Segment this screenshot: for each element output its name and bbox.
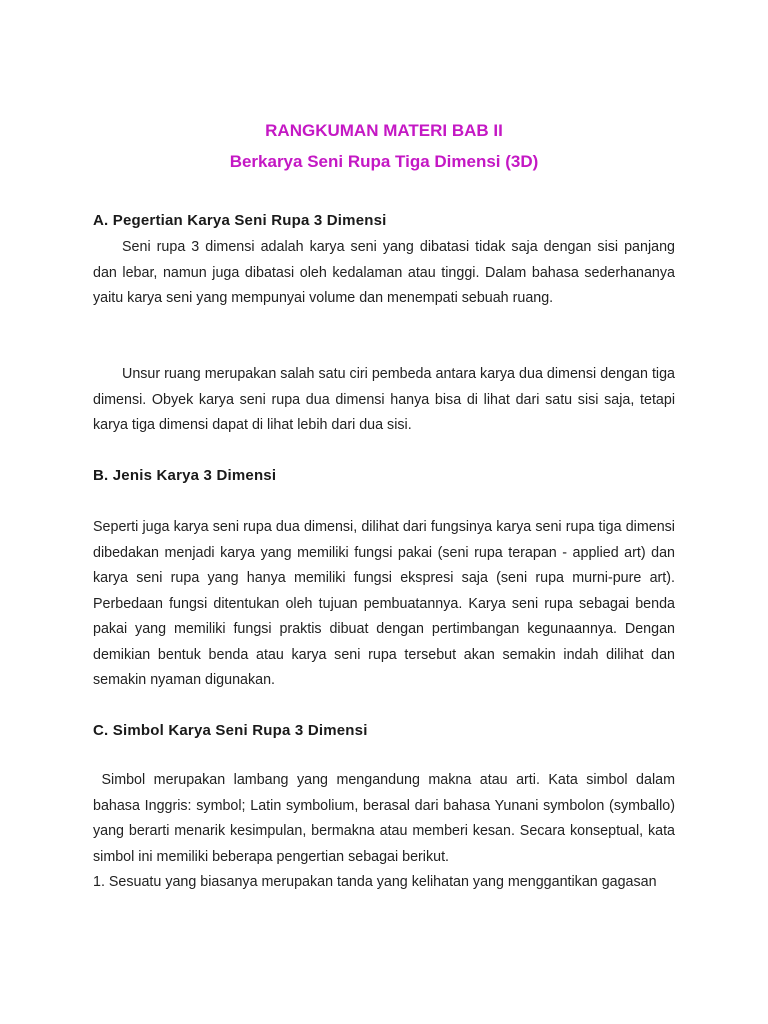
document-subtitle: Berkarya Seni Rupa Tiga Dimensi (3D) — [229, 152, 539, 171]
section-c-paragraph-1: Simbol merupakan lambang yang mengandung makna atau arti. Kata simbol dalam bahasa Inggris: symbol; Latin symbolium, berasal dari bahasa Yunani symbolon (symballo) yang berarti menarik kesimpulan, bermakna atau memberi kesan. Secara konseptual, kata simbol ini memiliki beberapa pengertian sebagai berikut. — [93, 772, 679, 865]
section-a-paragraph-1: Seni rupa 3 dimensi adalah karya seni yang dibatasi tidak saja dengan sisi panjang dan lebar, namun juga dibatasi oleh kedalaman atau tinggi. Dalam bahasa sederhananya yaitu karya seni yang mempunyai volume dan menempati sebuah ruang. — [93, 239, 675, 306]
section-a-heading: A. Pegertian Karya Seni Rupa 3 Dimensi — [93, 212, 387, 229]
document-title: RANGKUMAN MATERI BAB II — [265, 121, 503, 140]
section-c-list-item-1: 1. Sesuatu yang biasanya merupakan tanda yang kelihatan yang menggantikan gagasan — [93, 874, 657, 890]
document-page — [93, 0, 679, 1024]
section-a-paragraph-2: Unsur ruang merupakan salah satu ciri pembeda antara karya dua dimensi dengan tiga dimensi. Obyek karya seni rupa dua dimensi hanya bisa di lihat dari satu sisi saja, tetapi karya tiga dimensi dapat di lihat lebih dari dua sisi. — [93, 366, 675, 433]
section-b-heading: B. Jenis Karya 3 Dimensi — [93, 467, 277, 484]
section-c-heading: C. Simbol Karya Seni Rupa 3 Dimensi — [93, 722, 368, 739]
section-b-paragraph-1: Seperti juga karya seni rupa dua dimensi, dilihat dari fungsinya karya seni rupa tiga dimensi dibedakan menjadi karya yang memiliki fungsi pakai (seni rupa terapan - applied art) dan karya seni rupa yang hanya memiliki fungsi ekspresi saja (seni rupa murni-pure art). Perbedaan fungsi ditentukan oleh tujuan pembuatannya. Karya seni rupa sebagai benda pakai yang memiliki fungsi praktis dibuat dengan pertimbangan kegunaannya. Dengan demikian bentuk benda atau karya seni rupa tersebut akan semakin indah dilihat dan semakin nyaman digunakan. — [93, 519, 675, 688]
